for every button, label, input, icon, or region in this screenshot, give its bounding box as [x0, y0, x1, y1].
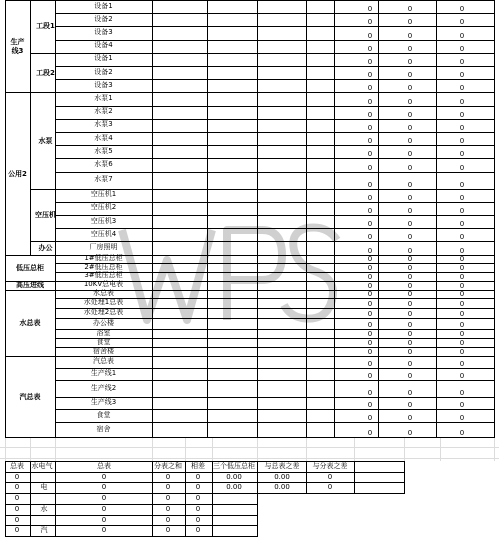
zero-value: 0 — [367, 150, 373, 159]
item-label: 2#低压总柜 — [84, 262, 123, 271]
grid-line — [257, 438, 258, 461]
zero-value: 0 — [459, 163, 465, 172]
cell-border — [55, 215, 495, 216]
zero-value: 0 — [407, 272, 413, 281]
cell-border — [55, 79, 495, 80]
zero-value: 0 — [459, 207, 465, 215]
summary-value: 0.00 — [226, 472, 242, 481]
zero-value: 0 — [407, 220, 413, 229]
zero-value: 0 — [459, 97, 465, 106]
zero-value: 0 — [367, 264, 373, 272]
summary-value: 0 — [101, 515, 107, 524]
zero-value: 0 — [459, 272, 465, 281]
zero-value: 0 — [367, 429, 373, 438]
utility-label: 水 — [40, 504, 48, 513]
zero-value: 0 — [407, 348, 413, 357]
grid-line — [306, 438, 307, 461]
item-label: 汽总表 — [93, 357, 114, 366]
item-label: 设备1 — [94, 1, 113, 10]
utility-label: 电 — [40, 483, 48, 492]
zero-value: 0 — [407, 163, 413, 172]
item-label: 水处理2总表 — [83, 308, 124, 317]
item-label: 设备2 — [94, 14, 113, 23]
zero-value: 0 — [367, 97, 373, 106]
summary-value: 0 — [165, 515, 171, 524]
cell-border — [55, 189, 495, 190]
cell-border — [55, 318, 495, 319]
zero-value: 0 — [407, 137, 413, 146]
zero-value: 0 — [367, 339, 373, 348]
summary-value: 0 — [165, 526, 171, 535]
cell-border — [55, 397, 495, 398]
zero-value: 0 — [407, 233, 413, 242]
group-label: 生产 — [10, 37, 25, 46]
cell-border — [55, 338, 495, 339]
cell-border — [55, 241, 495, 242]
zero-value: 0 — [407, 401, 413, 410]
sub-label: 工段1 — [36, 22, 55, 31]
zero-value: 0 — [459, 246, 465, 255]
zero-value: 0 — [407, 339, 413, 348]
zero-value: 0 — [459, 321, 465, 330]
zero-value: 0 — [407, 193, 413, 202]
zero-value: 0 — [367, 330, 373, 339]
zero-value: 0 — [407, 110, 413, 119]
item-label: 食堂 — [96, 410, 111, 419]
summary-value: 0 — [195, 504, 201, 513]
zero-value: 0 — [459, 330, 465, 339]
grid-line — [5, 438, 6, 461]
summary-value: 0 — [195, 472, 201, 481]
summary-value: 0.00 — [226, 483, 242, 492]
zero-value: 0 — [459, 44, 465, 53]
cell-border — [55, 92, 495, 93]
zero-value: 0 — [367, 18, 373, 27]
zero-value: 0 — [407, 414, 413, 423]
item-label: 生产线3 — [90, 398, 117, 407]
summary-value: 0 — [195, 483, 201, 492]
summary-value: 0 — [165, 472, 171, 481]
summary-header: 与分表之差 — [312, 462, 348, 470]
group-label: 线3 — [11, 46, 24, 55]
cell-border — [436, 0, 437, 438]
zero-value: 0 — [459, 124, 465, 132]
summary-value: 0 — [165, 504, 171, 513]
item-label: 空压机4 — [90, 229, 117, 238]
zero-value: 0 — [459, 372, 465, 381]
zero-value: 0 — [459, 339, 465, 348]
cell-border — [55, 329, 495, 330]
item-label: 水泵2 — [94, 107, 113, 116]
zero-value: 0 — [459, 71, 465, 80]
zero-value: 0 — [459, 5, 465, 14]
cell-border — [55, 461, 56, 537]
cell-border — [55, 53, 495, 54]
zero-value: 0 — [459, 414, 465, 423]
zero-value: 0 — [459, 389, 465, 398]
cell-border — [30, 189, 56, 190]
cell-border — [5, 437, 495, 438]
zero-value: 0 — [367, 84, 373, 93]
zero-value: 0 — [407, 372, 413, 381]
summary-value: 0 — [14, 504, 20, 513]
summary-value: 0 — [14, 526, 20, 535]
zero-value: 0 — [407, 281, 413, 290]
summary-value: 0 — [327, 472, 333, 481]
cell-border — [257, 493, 405, 494]
item-label: 宿舍 — [96, 424, 111, 433]
cell-border — [5, 493, 258, 494]
item-label: 生产线2 — [90, 383, 117, 392]
zero-value: 0 — [407, 18, 413, 27]
summary-value: 0 — [14, 483, 20, 492]
zero-value: 0 — [407, 255, 413, 264]
zero-value: 0 — [459, 264, 465, 272]
summary-value: 0.00 — [274, 472, 290, 481]
zero-value: 0 — [367, 163, 373, 172]
zero-value: 0 — [367, 137, 373, 146]
zero-value: 0 — [367, 5, 373, 14]
sub-label: 空压机 — [35, 211, 56, 219]
cell-border — [55, 66, 495, 67]
summary-value: 0 — [101, 526, 107, 535]
cell-border — [55, 40, 495, 41]
zero-value: 0 — [367, 348, 373, 357]
grid-line — [0, 447, 499, 448]
summary-value: 0 — [327, 483, 333, 492]
zero-value: 0 — [407, 180, 413, 189]
zero-value: 0 — [367, 360, 373, 369]
zero-value: 0 — [459, 84, 465, 93]
summary-value: 0 — [101, 472, 107, 481]
cell-border — [55, 290, 495, 291]
summary-value: 0 — [14, 494, 20, 503]
item-label: 3#低压总柜 — [84, 271, 123, 280]
cell-border — [207, 0, 208, 438]
zero-value: 0 — [459, 193, 465, 202]
zero-value: 0 — [367, 58, 373, 66]
item-label: 空压机2 — [90, 203, 117, 212]
zero-value: 0 — [367, 300, 373, 309]
zero-value: 0 — [459, 255, 465, 264]
summary-value: 0 — [195, 526, 201, 535]
zero-value: 0 — [459, 281, 465, 290]
zero-value: 0 — [367, 193, 373, 202]
cell-border — [55, 368, 495, 369]
summary-header: 总表 — [10, 462, 24, 470]
cell-border — [5, 461, 6, 537]
zero-value: 0 — [367, 233, 373, 242]
zero-value: 0 — [459, 220, 465, 229]
grid-line — [404, 438, 405, 461]
cell-border — [5, 472, 258, 473]
zero-value: 0 — [407, 31, 413, 40]
cell-border — [306, 0, 307, 438]
cell-border — [257, 461, 258, 537]
item-label: 厂房照明 — [89, 243, 118, 251]
summary-header: 与总表之差 — [264, 462, 300, 470]
item-label: 设备3 — [94, 80, 113, 89]
zero-value: 0 — [367, 321, 373, 330]
cell-border — [334, 0, 335, 438]
zero-value: 0 — [407, 124, 413, 132]
item-label: 水泵1 — [94, 94, 113, 102]
cell-border — [55, 202, 495, 203]
grid-line — [494, 438, 495, 461]
item-label: 生产线1 — [90, 369, 117, 378]
zero-value: 0 — [407, 300, 413, 309]
cell-border — [404, 461, 405, 494]
zero-value: 0 — [407, 330, 413, 339]
cell-border — [30, 461, 31, 537]
zero-value: 0 — [459, 360, 465, 369]
utility-label: 汽 — [40, 526, 48, 535]
zero-value: 0 — [367, 31, 373, 40]
cell-border — [30, 0, 31, 256]
summary-header: 总表 — [97, 462, 111, 470]
summary-header: 三个低压总柜 — [213, 462, 255, 470]
zero-value: 0 — [407, 44, 413, 53]
cell-border — [55, 119, 495, 120]
group-label: 低压总柜 — [16, 263, 44, 272]
zero-value: 0 — [367, 255, 373, 264]
zero-value: 0 — [367, 414, 373, 423]
item-label: 办公楼 — [93, 318, 114, 327]
cell-border — [494, 0, 495, 438]
grid-line — [212, 438, 213, 461]
item-label: 空压机3 — [90, 216, 117, 225]
sub-label: 工段2 — [36, 68, 55, 77]
cell-border — [55, 158, 495, 159]
zero-value: 0 — [367, 389, 373, 398]
summary-value: 0.00 — [274, 483, 290, 492]
grid-line — [55, 438, 56, 461]
zero-value: 0 — [459, 58, 465, 66]
zero-value: 0 — [407, 264, 413, 272]
zero-value: 0 — [459, 310, 465, 319]
zero-value: 0 — [407, 207, 413, 215]
zero-value: 0 — [367, 110, 373, 119]
cell-border — [152, 0, 153, 438]
zero-value: 0 — [407, 5, 413, 14]
summary-value: 0 — [101, 494, 107, 503]
zero-value: 0 — [367, 44, 373, 53]
cell-border — [257, 0, 258, 438]
zero-value: 0 — [407, 360, 413, 369]
cell-border — [55, 0, 495, 1]
cell-border — [5, 515, 258, 516]
zero-value: 0 — [407, 97, 413, 106]
cell-border — [55, 172, 495, 173]
grid-line — [185, 438, 186, 461]
item-label: 设备2 — [94, 67, 113, 76]
item-label: 水泵4 — [94, 133, 113, 142]
zero-value: 0 — [367, 290, 373, 299]
item-label: 水泵5 — [94, 146, 113, 155]
zero-value: 0 — [407, 84, 413, 93]
zero-value: 0 — [367, 310, 373, 319]
cell-border — [5, 0, 6, 438]
cell-border — [55, 0, 56, 438]
zero-value: 0 — [459, 401, 465, 410]
zero-value: 0 — [367, 372, 373, 381]
zero-value: 0 — [459, 429, 465, 438]
cell-border — [55, 106, 495, 107]
grid-line — [30, 438, 31, 461]
summary-value: 0 — [101, 504, 107, 513]
zero-value: 0 — [407, 71, 413, 80]
zero-value: 0 — [367, 220, 373, 229]
summary-value: 0 — [195, 515, 201, 524]
summary-value: 0 — [14, 472, 20, 481]
grid-line — [0, 458, 499, 459]
grid-line — [354, 438, 355, 461]
zero-value: 0 — [407, 58, 413, 66]
zero-value: 0 — [459, 290, 465, 299]
zero-value: 0 — [407, 389, 413, 398]
summary-value: 0 — [165, 483, 171, 492]
cell-border — [55, 409, 495, 410]
zero-value: 0 — [407, 429, 413, 438]
zero-value: 0 — [459, 180, 465, 189]
item-label: 宿舍楼 — [93, 346, 114, 355]
zero-value: 0 — [407, 321, 413, 330]
cell-border — [378, 0, 379, 438]
summary-value: 0 — [165, 494, 171, 503]
cell-border — [5, 536, 258, 537]
item-label: 空压机1 — [90, 190, 117, 199]
zero-value: 0 — [367, 281, 373, 290]
zero-value: 0 — [407, 310, 413, 319]
item-label: 水泵6 — [94, 160, 113, 168]
cell-border — [55, 145, 495, 146]
group-label: 汽总表 — [19, 392, 41, 401]
cell-border — [306, 461, 307, 494]
item-label: 设备1 — [94, 54, 113, 63]
cell-border — [212, 461, 213, 537]
item-label: 食堂 — [96, 337, 111, 346]
grid-line — [152, 438, 153, 461]
zero-value: 0 — [459, 150, 465, 159]
zero-value: 0 — [407, 290, 413, 299]
zero-value: 0 — [459, 31, 465, 40]
group-label: 公用2 — [8, 169, 27, 178]
zero-value: 0 — [459, 348, 465, 357]
item-label: 浴室 — [96, 328, 111, 337]
sub-label: 水泵 — [38, 136, 53, 145]
zero-value: 0 — [367, 71, 373, 80]
cell-border — [55, 380, 495, 381]
zero-value: 0 — [367, 207, 373, 215]
group-label: 高压进线 — [16, 281, 44, 290]
cell-border — [55, 26, 495, 27]
zero-value: 0 — [459, 110, 465, 119]
summary-value: 0 — [14, 515, 20, 524]
cell-border — [30, 241, 56, 242]
group-label: 水总表 — [19, 318, 41, 327]
cell-border — [30, 53, 56, 54]
cell-border — [5, 356, 56, 357]
zero-value: 0 — [367, 401, 373, 410]
zero-value: 0 — [367, 246, 373, 255]
cell-border — [55, 347, 495, 348]
zero-value: 0 — [367, 272, 373, 281]
zero-value: 0 — [459, 233, 465, 242]
zero-value: 0 — [367, 124, 373, 132]
item-label: 设备3 — [94, 28, 113, 36]
item-label: 水总表 — [93, 288, 114, 297]
cell-border — [185, 461, 186, 537]
summary-header: 分表之和 — [154, 462, 182, 470]
item-label: 水泵3 — [94, 120, 113, 129]
item-label: 水泵7 — [94, 175, 113, 184]
grid-line — [440, 438, 441, 461]
summary-header: 相差 — [191, 462, 205, 470]
item-label: 设备4 — [94, 41, 113, 50]
summary-value: 0 — [101, 483, 107, 492]
zero-value: 0 — [459, 137, 465, 146]
sub-label: 办公 — [38, 244, 53, 252]
zero-value: 0 — [407, 150, 413, 159]
cell-border — [152, 461, 153, 537]
cell-border — [55, 228, 495, 229]
summary-value: 0 — [195, 494, 201, 503]
zero-value: 0 — [459, 18, 465, 27]
item-label: 水处理1总表 — [83, 298, 124, 307]
item-label: 1#低压总柜 — [84, 253, 123, 262]
zero-value: 0 — [459, 300, 465, 309]
cell-border — [55, 356, 495, 357]
item-label: 10KV总电表 — [83, 280, 124, 289]
cell-border — [55, 132, 495, 133]
cell-border — [55, 13, 495, 14]
cell-border — [5, 290, 56, 291]
zero-value: 0 — [407, 246, 413, 255]
cell-border — [354, 461, 355, 494]
summary-header: 水电气 — [31, 462, 53, 470]
zero-value: 0 — [367, 180, 373, 189]
cell-border — [55, 422, 495, 423]
